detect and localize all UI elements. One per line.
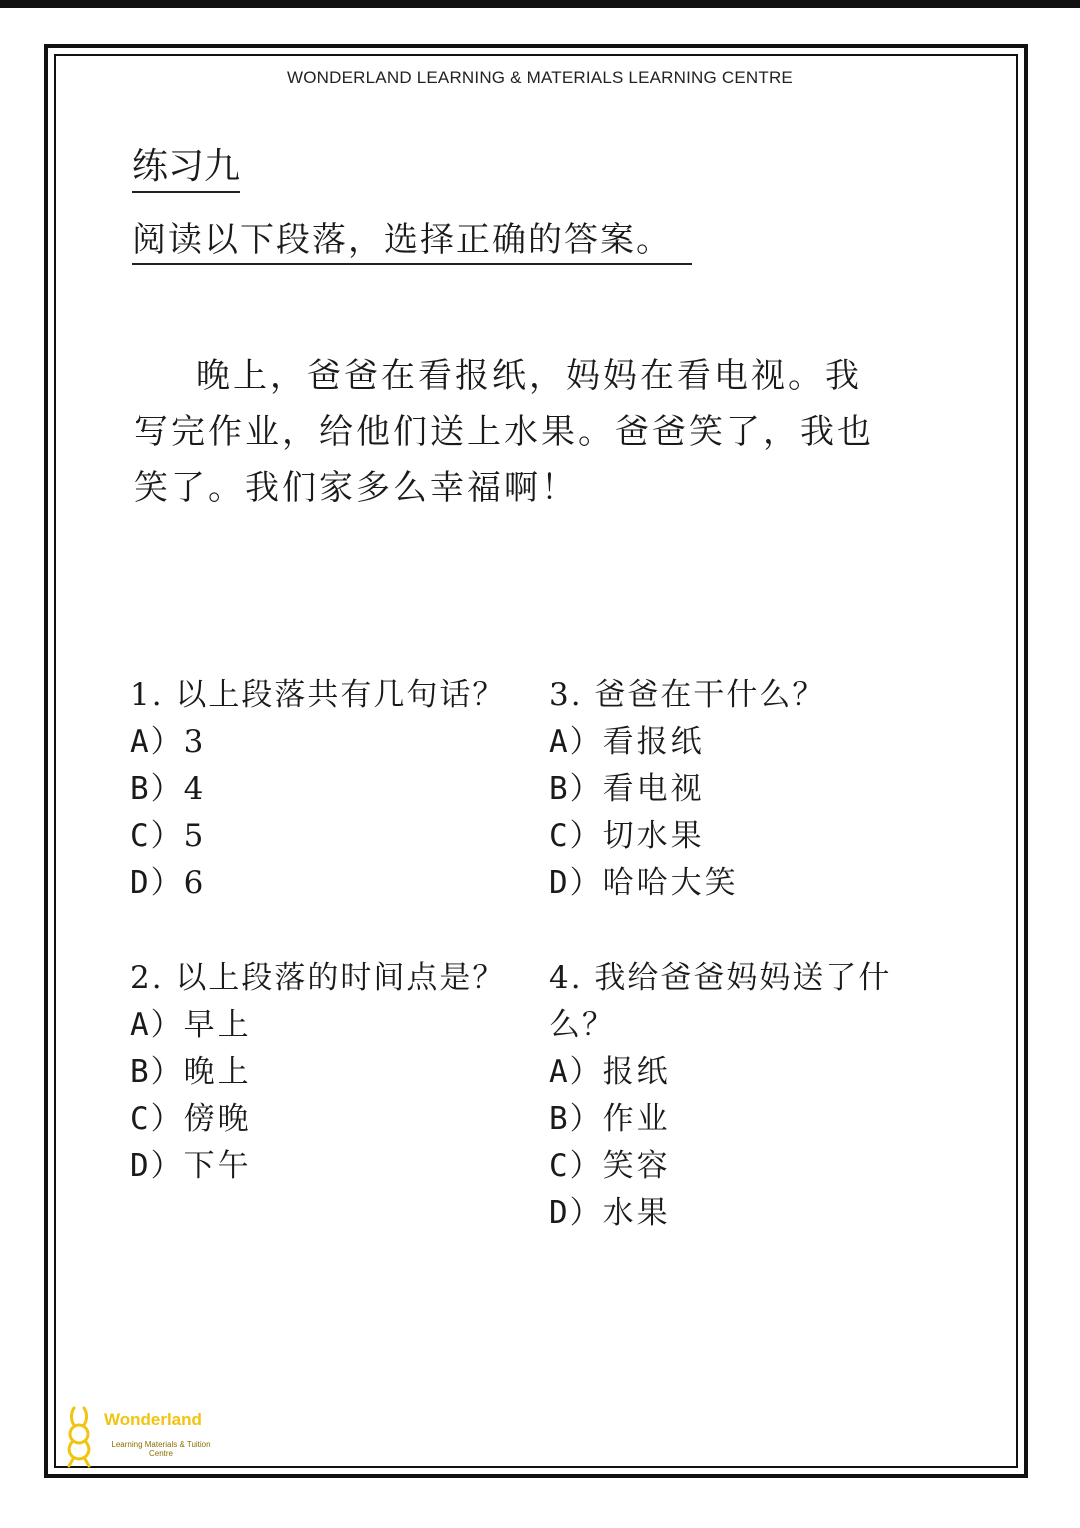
option-d[interactable]: D）水果 xyxy=(549,1195,671,1231)
option-c[interactable]: C）5 xyxy=(130,818,207,854)
rabbit-mascot-icon xyxy=(60,1404,100,1468)
option-a[interactable]: A）早上 xyxy=(130,1007,252,1043)
option-b[interactable]: B）作业 xyxy=(549,1101,671,1137)
wonderland-logo xyxy=(60,1404,230,1470)
option-a[interactable]: A）看报纸 xyxy=(549,724,705,760)
option-c[interactable]: C）笑容 xyxy=(549,1148,671,1184)
passage-line-3: 笑了。我们家多么幸福啊！ xyxy=(134,468,578,508)
option-a[interactable]: A）报纸 xyxy=(549,1054,671,1090)
option-b[interactable]: B）看电视 xyxy=(549,771,705,807)
option-a[interactable]: A）3 xyxy=(130,724,207,760)
worksheet-instruction: 阅读以下段落，选择正确的答案。 xyxy=(132,212,692,265)
top-edge-bar xyxy=(0,0,1080,8)
passage-line-1: 晚上，爸爸在看报纸，妈妈在看电视。我 xyxy=(196,356,862,396)
reading-passage xyxy=(134,348,934,516)
question-2 xyxy=(130,955,505,1190)
option-d[interactable]: D）下午 xyxy=(130,1148,252,1184)
option-b[interactable]: B）晚上 xyxy=(130,1054,252,1090)
worksheet-title: 练习九 xyxy=(132,138,240,193)
option-c[interactable]: C）傍晚 xyxy=(130,1101,252,1137)
question-3 xyxy=(549,672,825,907)
logo-name: Wonderland xyxy=(104,1410,202,1429)
option-d[interactable]: D）哈哈大笑 xyxy=(549,865,739,901)
question-1 xyxy=(130,672,505,907)
question-prompt: 4. 我给爸爸妈妈送了什么？ xyxy=(549,960,892,1043)
question-prompt: 1. 以上段落共有几句话？ xyxy=(130,677,506,713)
question-prompt: 2. 以上段落的时间点是？ xyxy=(130,960,506,996)
centre-header: WONDERLAND LEARNING & MATERIALS LEARNING CENTRE xyxy=(287,68,793,87)
option-b[interactable]: B）4 xyxy=(130,771,207,807)
option-c[interactable]: C）切水果 xyxy=(549,818,705,854)
option-d[interactable]: D）6 xyxy=(130,865,207,901)
passage-line-2: 写完作业，给他们送上水果。爸爸笑了，我也 xyxy=(134,412,874,452)
question-4 xyxy=(549,955,929,1237)
logo-subtitle: Learning Materials & Tuition Centre xyxy=(111,1440,211,1458)
question-prompt: 3. 爸爸在干什么？ xyxy=(549,677,826,713)
